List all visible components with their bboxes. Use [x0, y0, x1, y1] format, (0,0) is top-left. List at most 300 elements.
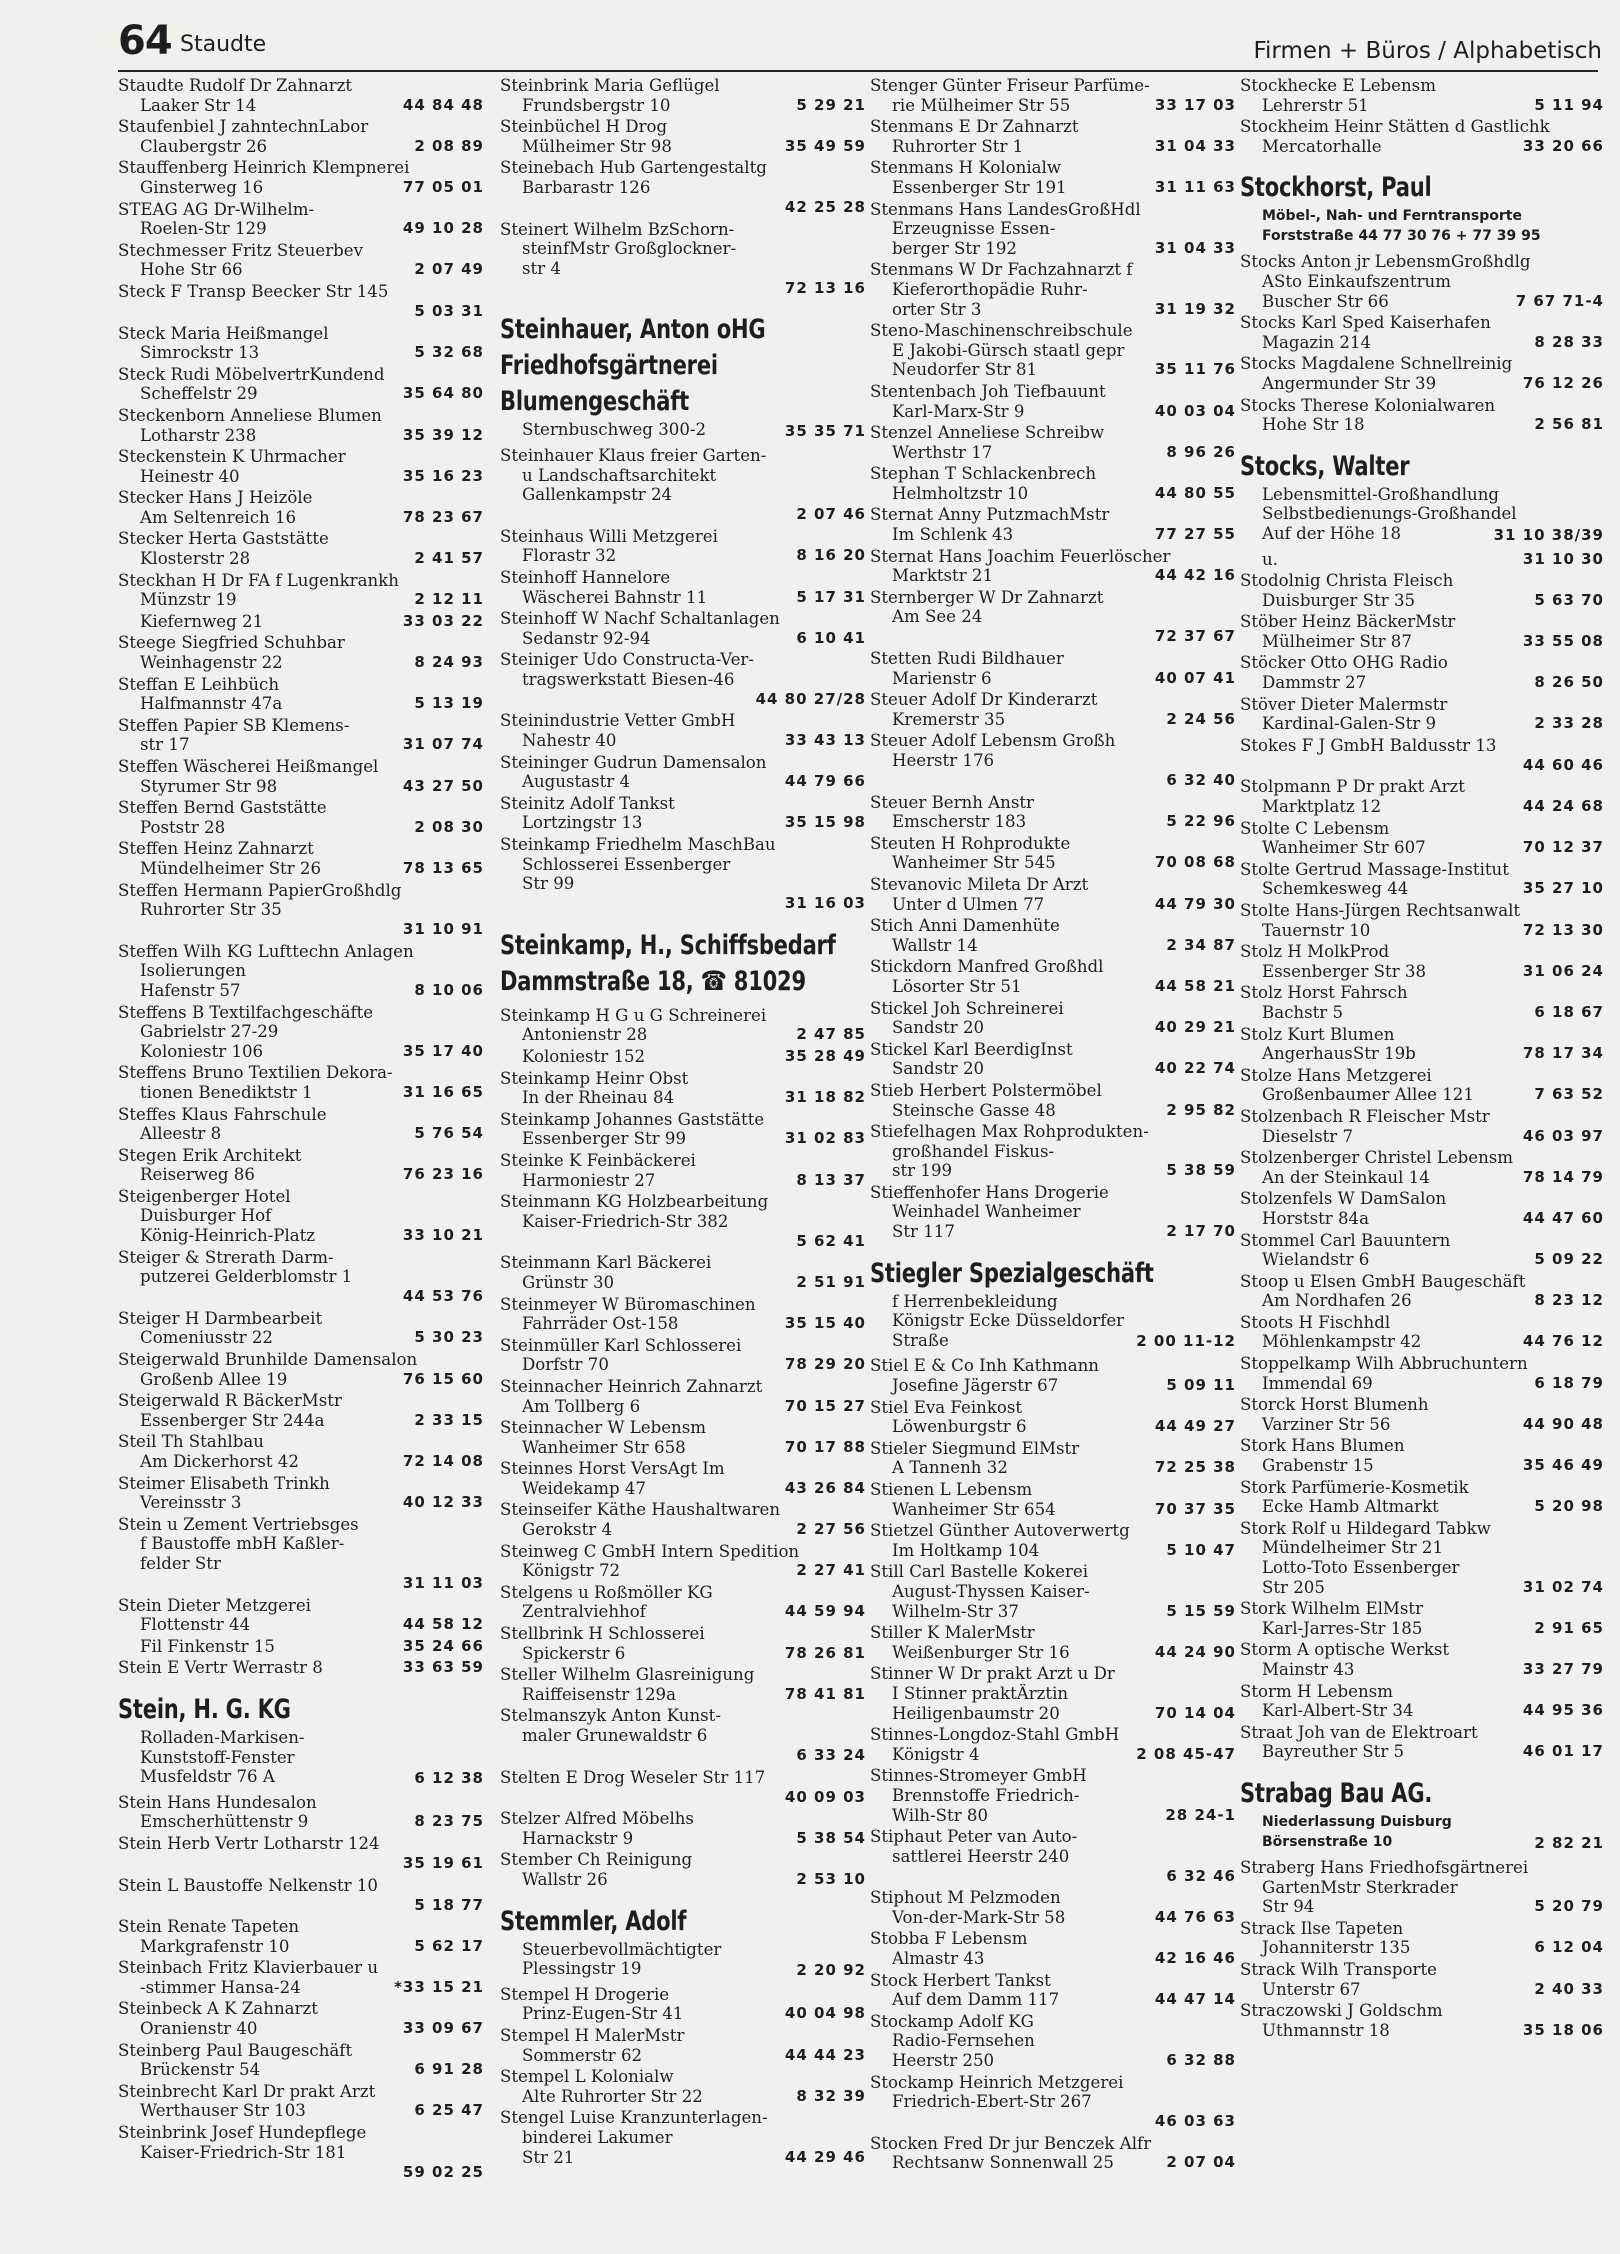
listing-address: Spickerstr 6 — [522, 1643, 626, 1663]
listing-entry — [870, 1929, 1242, 1968]
phone-number: 2 00 11-12 — [1136, 1332, 1236, 1351]
phone-number: 31 10 38/39 — [1493, 525, 1604, 544]
phone-number: 5 15 59 — [1162, 1602, 1236, 1622]
listing-entry — [870, 834, 1242, 873]
listing-address: August-Thyssen Kaiser- — [892, 1581, 1090, 1601]
listing-name: Stickel Joh Schreinerei — [870, 998, 1064, 1018]
listing-address: Str 205 — [1262, 1577, 1325, 1597]
phone-number: 33 55 08 — [1519, 632, 1604, 652]
phone-number: 6 33 24 — [792, 1746, 866, 1766]
listing-entry — [500, 2067, 872, 2106]
phone-number: 5 29 21 — [792, 96, 866, 116]
listing-address: Angermunder Str 39 — [1262, 373, 1437, 393]
listing-name: Stetten Rudi Bildhauer — [870, 649, 1064, 669]
phone-number: 35 24 66 — [399, 1637, 484, 1657]
phone-number: 78 23 67 — [399, 508, 484, 528]
listing-subtitle: Forststraße 44 77 30 76 + 77 39 95 — [1262, 228, 1541, 245]
listing-name: Still Carl Bastelle Kokerei — [870, 1562, 1089, 1582]
listing-name: Storm H Lebensm — [1240, 1681, 1393, 1701]
listing-address: Magazin 214 — [1262, 332, 1372, 352]
listing-subtitle: Börsenstraße 10 — [1262, 1833, 1393, 1850]
listing-entry — [1240, 983, 1610, 1022]
listing-entry — [500, 568, 872, 607]
listing-name: Stein Renate Tapeten — [118, 1917, 300, 1937]
listing-entry — [118, 241, 490, 280]
listing-name-display: Stocks, Walter — [1240, 450, 1410, 482]
listing-name: Stöver Dieter Malermstr — [1240, 694, 1448, 714]
listing-address: str 4 — [522, 258, 561, 278]
listing-name: Stiphout M Pelzmoden — [870, 1888, 1061, 1908]
listing-entry — [500, 1336, 872, 1375]
phone-number: 8 10 06 — [410, 981, 484, 1001]
listing-address: Weinhagenstr 22 — [140, 653, 283, 673]
listing-entry — [1240, 1919, 1610, 1958]
listing-line: Lebensmittel-Großhandlung — [1262, 484, 1500, 504]
listing-line: Selbstbedienungs-Großhandel — [1262, 504, 1517, 524]
phone-number: 2 24 56 — [1162, 710, 1236, 730]
listing-address: Bachstr 5 — [1262, 1002, 1344, 1022]
listing-entry — [118, 76, 490, 115]
page-header — [0, 0, 1620, 70]
phone-number: 5 62 17 — [410, 1937, 484, 1957]
listing-address: Claubergstr 26 — [140, 136, 268, 156]
phone-number: 2 08 89 — [410, 137, 484, 157]
listing-name: Steuten H Rohprodukte — [870, 833, 1071, 853]
listing-address: felder Str — [140, 1553, 221, 1573]
listing-entry — [118, 1658, 490, 1678]
phone-number: 31 11 63 — [1151, 178, 1236, 198]
listing-entry — [500, 753, 872, 792]
listing-line: Straße — [892, 1330, 949, 1350]
listing-name: Stolzenfels W DamSalon — [1240, 1189, 1447, 1209]
listing-entry — [1240, 901, 1610, 940]
listing-line: Auf der Höhe 18 — [1262, 523, 1402, 543]
listing-address: maler Grunewaldstr 6 — [522, 1726, 708, 1745]
listing-address: Buscher Str 66 — [1262, 291, 1389, 311]
phone-number: 35 27 10 — [1519, 879, 1604, 899]
listing-entry — [500, 1665, 872, 1704]
listing-line: Kunststoff-Fenster — [140, 1747, 295, 1767]
listing-name: Stockamp Adolf KG — [870, 2011, 1034, 2031]
listing-entry — [870, 1562, 1242, 1621]
listing-name: Stenmans E Dr Zahnarzt — [870, 117, 1079, 137]
listing-address: Lösorter Str 51 — [892, 976, 1022, 996]
phone-number: 78 13 65 — [399, 859, 484, 879]
listing-name: Steck F Transp Beecker Str 145 — [118, 281, 389, 301]
listing-address: Harnackstr 9 — [522, 1828, 634, 1848]
listing-entry — [870, 547, 1242, 586]
listing-entry — [118, 2123, 490, 2182]
listing-name: Stolte Hans-Jürgen Rechtsanwalt — [1240, 901, 1521, 920]
phone-number: 44 59 94 — [781, 1602, 866, 1622]
listing-address: Poststr 28 — [140, 817, 226, 837]
listing-entry — [1240, 396, 1610, 435]
listing-address: Florastr 32 — [522, 546, 617, 566]
phone-number: 49 10 28 — [399, 219, 484, 239]
listing-name: Steinbrink Josef Hundepflege — [118, 2123, 367, 2143]
listing-address: u Landschaftsarchitekt — [522, 465, 717, 485]
listing-entry — [118, 1391, 490, 1430]
listing-address: Wanheimer Str 658 — [522, 1437, 686, 1457]
listing-entry — [870, 1725, 1242, 1764]
phone-number: 5 09 11 — [1162, 1376, 1236, 1396]
listing-address: Königstr 72 — [522, 1561, 621, 1581]
listing-entry — [1240, 571, 1610, 610]
listing-entry — [1240, 1436, 1610, 1475]
phone-number: 70 12 37 — [1519, 838, 1604, 858]
listing-entry — [1240, 117, 1610, 156]
phone-number: 35 17 40 — [399, 1042, 484, 1062]
listing-name: Straberg Hans Friedhofsgärtnerei — [1240, 1857, 1529, 1877]
listing-address: putzerei Gelderblomstr 1 — [140, 1267, 353, 1287]
phone-number: 40 09 03 — [781, 1788, 866, 1808]
listing-name: Stelgens u Roßmöller KG — [500, 1582, 713, 1602]
listing-entry — [1240, 860, 1610, 899]
listing-address: Steinsche Gasse 48 — [892, 1100, 1056, 1120]
listing-entry — [1240, 1519, 1610, 1597]
listing-address: Mülheimer Str 87 — [1262, 631, 1412, 651]
listing-entry — [870, 158, 1242, 197]
listing-entry — [870, 1971, 1242, 2010]
listing-name: Stenzel Anneliese Schreibw — [870, 423, 1105, 443]
listing-address: Karl-Albert-Str 34 — [1262, 1701, 1414, 1721]
listing-address: Tauernstr 10 — [1262, 920, 1371, 940]
listing-entry — [118, 158, 490, 197]
listing-name: Steigerwald Brunhilde Damensalon — [118, 1350, 418, 1370]
listing-entry — [870, 1521, 1242, 1560]
phone-number: 72 25 38 — [1151, 1458, 1236, 1478]
listing-name: Stöcker Otto OHG Radio — [1240, 653, 1448, 673]
listing-address: str 199 — [892, 1161, 953, 1181]
listing-line: Königstr Ecke Düsseldorfer — [892, 1311, 1125, 1331]
phone-number: 33 20 66 — [1519, 137, 1604, 157]
phone-number: 2 08 45-47 — [1132, 1745, 1236, 1765]
listing-address: Dorfstr 70 — [522, 1355, 609, 1375]
listing-entry — [118, 488, 490, 527]
listing-entry — [1240, 1231, 1610, 1270]
phone-number: 40 04 98 — [781, 2004, 866, 2024]
listing-entry — [118, 1999, 490, 2038]
directory-column-1 — [118, 76, 490, 2184]
listing-address: Schlosserei Essenberger — [522, 854, 731, 874]
listing-entry — [500, 1459, 872, 1498]
phone-number: 76 12 26 — [1519, 374, 1604, 394]
listing-address: Kaiser-Friedrich-Str 382 — [522, 1211, 729, 1231]
listing-name: Steffen Hermann PapierGroßhdlg — [118, 880, 402, 900]
listing-address: Dieselstr 7 — [1262, 1126, 1354, 1146]
listing-address: Werthauser Str 103 — [140, 2101, 306, 2121]
listing-name: Stengel Luise Kranzunterlagen- — [500, 2108, 768, 2128]
listing-name: Steigenberger Hotel — [118, 1186, 291, 1206]
listing-entry — [1240, 1313, 1610, 1352]
listing-address: Lortzingstr 13 — [522, 813, 643, 833]
listing-address: rie Mülheimer Str 55 — [892, 95, 1071, 115]
listing-name-display: Dammstraße 18, ☎ 81029 — [500, 965, 806, 997]
phone-number: 31 18 82 — [781, 1088, 866, 1108]
listing-address: Zentralviehhof — [522, 1602, 646, 1622]
listing-name: Steinhoff Hannelore — [500, 567, 671, 587]
phone-number: 43 26 84 — [781, 1479, 866, 1499]
listing-address: orter Str 3 — [892, 299, 982, 319]
listing-address: Hafenstr 57 — [140, 980, 241, 1000]
listing-entry — [500, 711, 872, 750]
listing-address: tragswerkstatt Biesen-46 — [522, 669, 735, 689]
listing-name: Sternat Anny PutzmachMstr — [870, 505, 1110, 525]
listing-name: Stolte C Lebensm — [1240, 818, 1390, 838]
listing-entry — [1240, 313, 1610, 352]
phone-number: 2 07 46 — [792, 505, 866, 525]
phone-number: 35 11 76 — [1151, 360, 1236, 380]
listing-name: Steinbrecht Karl Dr prakt Arzt — [118, 2081, 376, 2101]
listing-line: Steuerbevollmächtigter — [522, 1939, 722, 1959]
listing-name: Stein u Zement Vertriebsges — [118, 1514, 359, 1534]
listing-entry — [118, 1063, 490, 1102]
listing-name-display: Stiegler Spezialgeschäft — [870, 1257, 1154, 1289]
listing-address: Kaiser-Friedrich-Str 181 — [140, 2142, 347, 2162]
phone-number: 5 76 54 — [410, 1124, 484, 1144]
listing-name: Stockheim Heinr Stätten d Gastlichk — [1240, 117, 1550, 137]
phone-number: 2 51 91 — [792, 1273, 866, 1293]
listing-entry — [870, 76, 1242, 115]
listing-name-display: Strabag Bau AG. — [1240, 1777, 1433, 1809]
listing-name: Steiger H Darmbearbeit — [118, 1308, 323, 1328]
phone-number: 2 91 65 — [1530, 1619, 1604, 1639]
listing-address: Löwenburgstr 6 — [892, 1417, 1027, 1437]
listing-name: Steller Wilhelm Glasreinigung — [500, 1665, 755, 1685]
phone-number: 76 15 60 — [399, 1370, 484, 1390]
phone-number: 33 27 79 — [1519, 1660, 1604, 1680]
listing-address: I Stinner praktÄrztin — [892, 1683, 1069, 1703]
listing-address: f Baustoffe mbH Kaßler- — [140, 1534, 345, 1554]
listing-name: Storck Horst Blumenh — [1240, 1395, 1429, 1415]
listing-name: Stinnes-Longdoz-Stahl GmbH — [870, 1725, 1120, 1745]
listing-address: Marktstr 21 — [892, 566, 994, 586]
phone-number: 5 30 23 — [410, 1328, 484, 1348]
listing-name: Steffan E Leihbüch — [118, 674, 280, 694]
listing-entry — [500, 158, 872, 217]
listing-address: Essenberger Str 99 — [522, 1129, 687, 1149]
listing-name: Stocks Therese Kolonialwaren — [1240, 395, 1496, 415]
listing-address: Unter d Ulmen 77 — [892, 894, 1045, 914]
listing-name: Koloniestr 152 — [522, 1047, 646, 1066]
listing-address: Duisburger Str 35 — [1262, 590, 1416, 610]
listing-entry — [500, 1253, 872, 1292]
listing-address: Kardinal-Galen-Str 9 — [1262, 714, 1437, 734]
phone-number: 31 10 30 — [1519, 550, 1604, 570]
phone-number: 46 01 17 — [1519, 1742, 1604, 1762]
listing-entry — [870, 2012, 1242, 2071]
listing-name: Storm A optische Werkst — [1240, 1640, 1450, 1660]
phone-number: 78 17 34 — [1519, 1044, 1604, 1064]
listing-entry — [500, 527, 872, 566]
listing-name: Stiefelhagen Max Rohprodukten- — [870, 1122, 1149, 1142]
listing-name: Stoots H Fischhdl — [1240, 1312, 1391, 1332]
listing-address: Münzstr 19 — [140, 590, 237, 610]
listing-name-display: Stemmler, Adolf — [500, 1905, 687, 1937]
phone-number: 5 20 79 — [1530, 1897, 1604, 1917]
phone-number: 43 27 50 — [399, 777, 484, 797]
listing-entry — [870, 875, 1242, 914]
listing-address: Fahrräder Ost-158 — [522, 1314, 679, 1334]
listing-entry — [1240, 1189, 1610, 1228]
phone-number: 5 20 98 — [1530, 1497, 1604, 1517]
phone-number: 2 33 15 — [410, 1411, 484, 1431]
listing-entry — [870, 1480, 1242, 1519]
listing-address: Antonienstr 28 — [522, 1025, 648, 1045]
listing-address: Str 94 — [1262, 1897, 1315, 1917]
listing-address: E Jakobi-Gürsch staatl gepr — [892, 340, 1125, 360]
listing-entry — [1240, 1354, 1610, 1393]
listing-address: Wallstr 26 — [522, 1869, 608, 1889]
listing-name: Stenger Günter Friseur Parfüme- — [870, 76, 1150, 95]
listing-entry — [870, 1766, 1242, 1825]
listing-name: Steinindustrie Vetter GmbH — [500, 711, 736, 731]
listing-name: Stieb Herbert Polstermöbel — [870, 1080, 1102, 1100]
listing-name: Stegen Erik Architekt — [118, 1145, 302, 1165]
listing-name: Steiger & Strerath Darm- — [118, 1247, 334, 1267]
phone-number: 44 90 48 — [1519, 1415, 1604, 1435]
listing-name: Stocks Anton jr LebensmGroßhdlg — [1240, 252, 1531, 272]
listing-entry — [870, 464, 1242, 503]
phone-number: 35 19 61 — [399, 1854, 484, 1874]
listing-name-display: Stockhorst, Paul — [1240, 172, 1432, 204]
listing-name: Steinmeyer W Büromaschinen — [500, 1294, 756, 1314]
listing-entry — [870, 1623, 1242, 1662]
listing-name: Steinhoff W Nachf Schaltanlagen — [500, 609, 780, 629]
listing-entry — [500, 117, 872, 156]
listing-entry — [118, 839, 490, 878]
listing-name: Stobba F Lebensm — [870, 1929, 1028, 1949]
listing-address: Harmoniestr 27 — [522, 1170, 656, 1190]
listing-address: großhandel Fiskus- — [892, 1141, 1055, 1161]
listing-address: Wanheimer Str 607 — [1262, 838, 1426, 858]
phone-number: 2 82 21 — [1534, 1833, 1604, 1852]
display-listing — [500, 1904, 872, 1979]
listing-entry — [118, 365, 490, 404]
listing-entry — [118, 633, 490, 672]
phone-number: 5 09 22 — [1530, 1250, 1604, 1270]
listing-entry — [1240, 354, 1610, 393]
listing-address: Grünstr 30 — [522, 1272, 615, 1292]
phone-number: 77 27 55 — [1151, 525, 1236, 545]
listing-address: Hohe Str 66 — [140, 260, 243, 280]
listing-address: Bayreuther Str 5 — [1262, 1742, 1405, 1762]
phone-number: 44 47 14 — [1151, 1990, 1236, 2010]
listing-entry — [118, 1637, 490, 1657]
listing-entry — [118, 1958, 490, 1997]
listing-name: Steffes Klaus Fahrschule — [118, 1104, 327, 1124]
listing-entry — [118, 1474, 490, 1513]
listing-address: Gallenkampstr 24 — [522, 485, 673, 505]
listing-address: Weidekamp 47 — [522, 1478, 646, 1498]
listing-address: Nahestr 40 — [522, 731, 617, 751]
phone-number: 31 10 91 — [399, 920, 484, 940]
phone-number: 42 25 28 — [781, 198, 866, 218]
listing-address: Karl-Jarres-Str 185 — [1262, 1618, 1423, 1638]
phone-number: 33 43 13 — [781, 731, 866, 751]
listing-address: Frundsbergstr 10 — [522, 95, 671, 115]
listing-address: steinfMstr Großglockner- — [522, 239, 737, 259]
phone-number: 5 38 59 — [1162, 1161, 1236, 1181]
listing-address: Marktplatz 12 — [1262, 797, 1382, 817]
phone-number: 5 63 70 — [1530, 591, 1604, 611]
phone-number: 40 22 74 — [1151, 1059, 1236, 1079]
listing-name: Stelzer Alfred Möbelhs — [500, 1809, 694, 1829]
phone-number: 40 29 21 — [1151, 1018, 1236, 1038]
listing-address: Hohe Str 18 — [1262, 415, 1365, 435]
listing-entry — [1240, 252, 1610, 311]
phone-number: 31 04 33 — [1151, 239, 1236, 259]
listing-address: Weinhadel Wanheimer — [892, 1202, 1081, 1222]
listing-name: Stinnes-Stromeyer GmbH — [870, 1766, 1087, 1786]
listing-entry — [870, 260, 1242, 319]
listing-address: tionen Benediktstr 1 — [140, 1082, 313, 1102]
phone-number: 44 58 21 — [1151, 977, 1236, 997]
listing-address: Königstr 4 — [892, 1744, 980, 1764]
phone-number: 5 32 68 — [410, 343, 484, 363]
listing-name: Stiller K MalerMstr — [870, 1623, 1035, 1643]
phone-number: 2 07 04 — [1162, 2153, 1236, 2173]
phone-number: 6 12 38 — [414, 1768, 484, 1787]
phone-number: 44 60 46 — [1519, 756, 1604, 776]
phone-number: 2 95 82 — [1162, 1101, 1236, 1121]
listing-name: Steinkamp Friedhelm MaschBau — [500, 835, 776, 855]
listing-address: Str 117 — [892, 1222, 955, 1242]
phone-number: 44 76 63 — [1151, 1908, 1236, 1928]
listing-name: Steimer Elisabeth Trinkh — [118, 1473, 330, 1493]
phone-number: 44 53 76 — [399, 1287, 484, 1307]
phone-number: 35 46 49 — [1519, 1456, 1604, 1476]
listing-name: Stolz Horst Fahrsch — [1240, 983, 1408, 1003]
listing-name: Steffen Bernd Gaststätte — [118, 798, 327, 818]
listing-name: Steck Maria Heißmangel — [118, 323, 329, 343]
listing-address: binderei Lakumer — [522, 2127, 673, 2147]
listing-address: Isolierungen — [140, 961, 246, 981]
listing-entry — [870, 200, 1242, 259]
listing-address: Erzeugnisse Essen- — [892, 219, 1056, 239]
phone-number: 70 08 68 — [1151, 853, 1236, 873]
listing-entry — [1240, 1395, 1610, 1434]
listing-name: Sternat Hans Joachim Feuerlöscher — [870, 546, 1171, 566]
phone-number: 72 13 30 — [1519, 921, 1604, 941]
listing-name: Steinbüchel H Drog — [500, 117, 668, 137]
listing-address: Prinz-Eugen-Str 41 — [522, 2004, 684, 2024]
listing-entry — [870, 731, 1242, 790]
listing-address: Brennstoffe Friedrich- — [892, 1785, 1080, 1805]
listing-entry — [118, 447, 490, 486]
listing-entry — [870, 117, 1242, 156]
listing-name: Stiphaut Peter van Auto- — [870, 1827, 1078, 1847]
listing-address: Heiligenbaumstr 20 — [892, 1703, 1060, 1723]
phone-number: 35 39 12 — [399, 426, 484, 446]
phone-number: 5 11 94 — [1530, 96, 1604, 116]
listing-address: Koloniestr 106 — [140, 1041, 264, 1061]
listing-name: Stoop u Elsen GmbH Baugeschäft — [1240, 1271, 1526, 1291]
listing-address: Neudorfer Str 81 — [892, 360, 1038, 380]
listing-entry — [500, 1377, 872, 1416]
listing-address: Simrockstr 13 — [140, 343, 260, 363]
listing-address: ASto Einkaufszentrum — [1262, 271, 1451, 291]
listing-entry — [870, 1888, 1242, 1927]
phone-number: 6 91 28 — [410, 2060, 484, 2080]
listing-entry — [500, 650, 872, 709]
phone-number: 5 62 41 — [792, 1232, 866, 1252]
listing-entry — [500, 1295, 872, 1334]
listing-name: Steffen Wilh KG Lufttechn Anlagen — [118, 941, 414, 961]
listing-entry — [1240, 1599, 1610, 1638]
listing-name: Stocken Fred Dr jur Benczek Alfr — [870, 2133, 1152, 2153]
directory-column-4 — [1240, 76, 1610, 2042]
